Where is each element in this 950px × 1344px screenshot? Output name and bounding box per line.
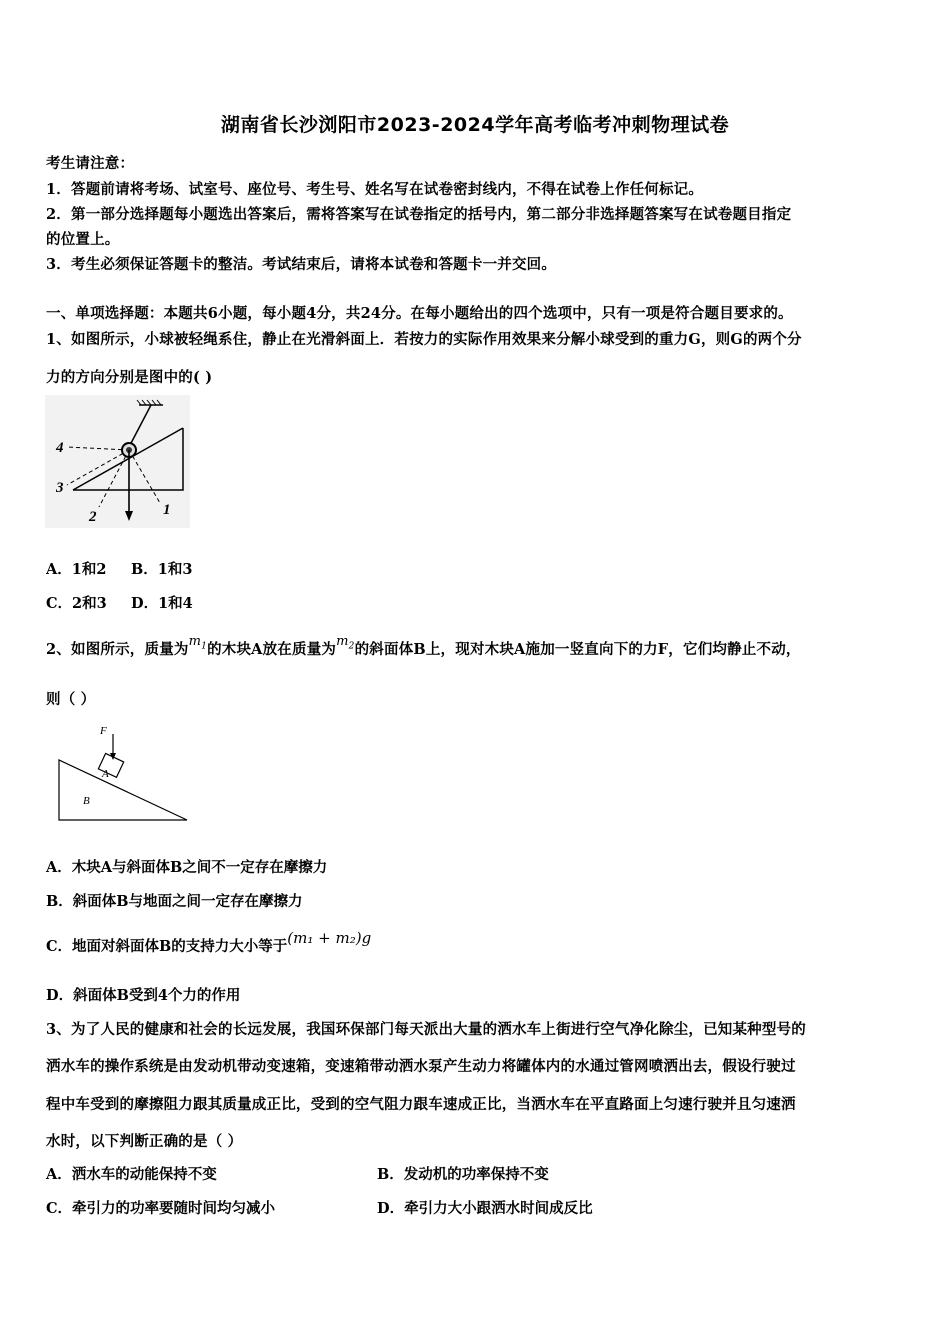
q1-figure xyxy=(45,395,190,528)
label-4: 4 xyxy=(56,440,64,456)
notice-item: 的位置上。 xyxy=(46,231,120,248)
label-3: 3 xyxy=(56,480,64,496)
label-2: 2 xyxy=(89,509,97,525)
q3-stem-line: 程中车受到的摩擦阻力跟其质量成正比，受到的空气阻力跟车速成正比，当洒水车在平直路面上匀速行驶并且匀速洒 xyxy=(46,1096,796,1113)
q2-option-c[interactable] xyxy=(46,929,372,956)
q2-figure xyxy=(55,720,190,823)
q1-stem-line2: 力的方向分别是图中的( ) xyxy=(46,369,213,386)
q3-stem-line: 洒水车的操作系统是由发动机带动变速箱，变速箱带动洒水泵产生动力将罐体内的水通过管网喷洒出去，假设行驶过 xyxy=(46,1058,796,1075)
q1-stem-line1: 1、如图所示，小球被轻绳系住，静止在光滑斜面上．若按力的实际作用效果来分解小球受到的重力G，则G的两个分 xyxy=(46,331,802,348)
q3-stem-line: 3、为了人民的健康和社会的长远发展，我国环保部门每天派出大量的洒水车上街进行空气净化除尘，已知某种型号的 xyxy=(46,1021,806,1038)
q1-option-a[interactable]: A．1和2 xyxy=(46,561,107,578)
notice-item: 3．考生必须保证答题卡的整洁。考试结束后，请将本试卷和答题卡一并交回。 xyxy=(46,256,557,273)
label-1: 1 xyxy=(163,502,171,518)
q2-stem-part: 2、如图所示，质量为 xyxy=(46,641,189,658)
q1-option-d[interactable]: D．1和4 xyxy=(131,595,193,612)
label-f: F xyxy=(100,725,107,737)
incline-b xyxy=(59,760,187,820)
q2-stem-line1 xyxy=(46,634,801,661)
m2-letter: m xyxy=(336,634,349,649)
q1-option-b[interactable]: B．1和3 xyxy=(131,561,193,578)
section-heading: 一、单项选择题：本题共6小题，每小题4分，共24分。在每小题给出的四个选项中，只有一项是符合题目要求的。 xyxy=(46,305,793,322)
q2-option-b[interactable]: B．斜面体B与地面之间一定存在摩擦力 xyxy=(46,893,303,910)
m2-sub: 2 xyxy=(348,641,355,652)
q2-stem-part: 的木块A放在质量为 xyxy=(207,641,337,658)
label-b: B xyxy=(83,795,90,807)
q2-option-c-text: C．地面对斜面体B的支持力大小等于 xyxy=(46,938,288,955)
q3-option-a[interactable]: A．洒水车的动能保持不变 xyxy=(46,1166,217,1183)
notice-item: 2．第一部分选择题每小题选出答案后，需将答案写在试卷指定的括号内，第二部分非选择题答案写在试卷题目指定 xyxy=(46,206,792,223)
q2-option-a[interactable]: A．木块A与斜面体B之间不一定存在摩擦力 xyxy=(46,859,328,876)
q3-option-c[interactable]: C．牵引力的功率要随时间均匀减小 xyxy=(46,1200,276,1217)
page-title: 湖南省长沙浏阳市2023-2024学年高考临考冲刺物理试卷 xyxy=(220,114,730,136)
m1-letter: m xyxy=(188,634,202,649)
m1-symbol xyxy=(188,634,208,652)
label-a: A xyxy=(102,768,109,780)
q2-option-c-formula: (m₁ + m₂)g xyxy=(287,929,372,947)
q3-option-d[interactable]: D．牵引力大小跟洒水时间成反比 xyxy=(377,1200,593,1217)
q2-stem-part: 的斜面体B上，现对木块A施加一竖直向下的力F，它们均静止不动， xyxy=(354,641,801,658)
q2-stem-line2: 则（ ） xyxy=(46,691,96,708)
notice-heading: 考生请注意： xyxy=(46,155,135,172)
q2-option-d[interactable]: D．斜面体B受到4个力的作用 xyxy=(46,987,241,1004)
q3-option-b[interactable]: B．发动机的功率保持不变 xyxy=(377,1166,549,1183)
q1-option-c[interactable]: C．2和3 xyxy=(46,595,107,612)
q3-stem-line: 水时，以下判断正确的是（ ） xyxy=(46,1133,243,1150)
m1-sub: 1 xyxy=(201,641,208,652)
m2-symbol xyxy=(336,634,355,652)
notice-item: 1．答题前请将考场、试室号、座位号、考生号、姓名写在试卷密封线内，不得在试卷上作任何标记。 xyxy=(46,181,704,198)
